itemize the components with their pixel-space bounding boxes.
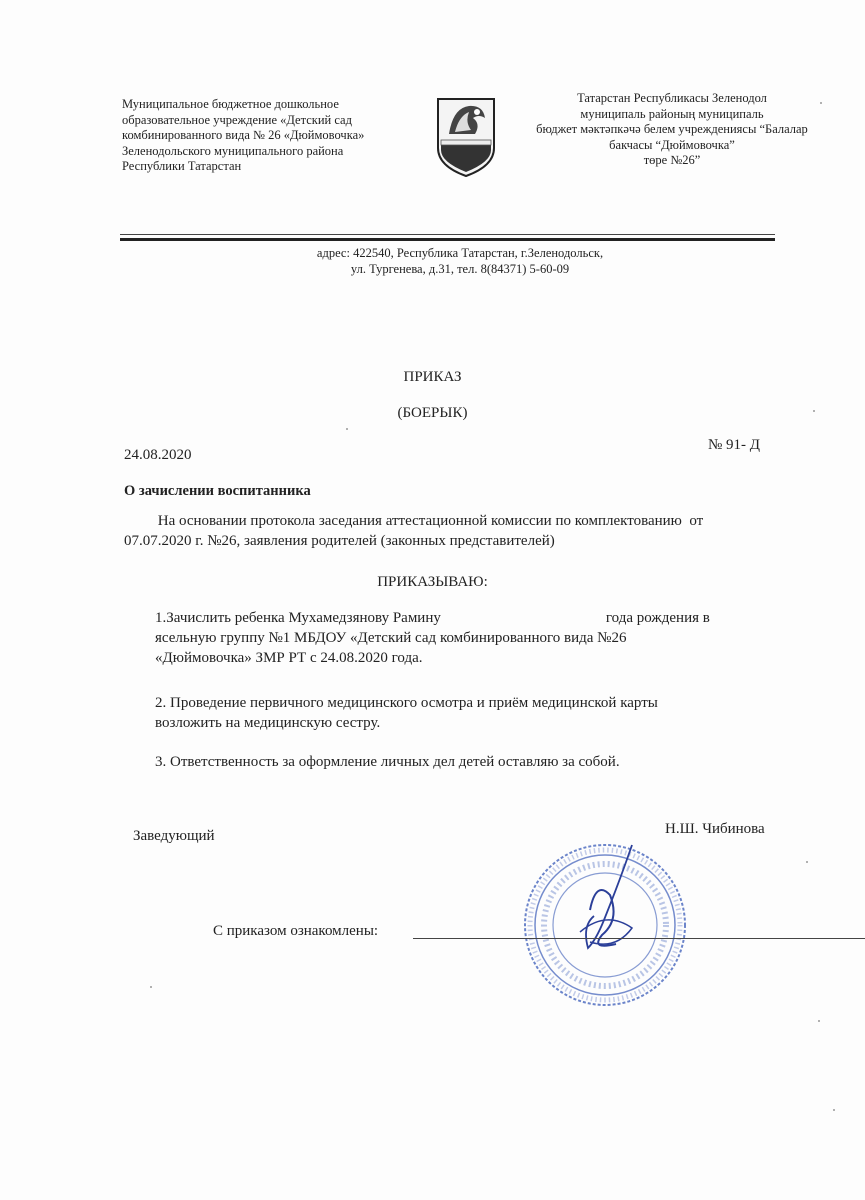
header-right-line: бюджет мәктәпкәчә белем учреждениясы “Балалар xyxy=(536,122,808,136)
header-divider-thick xyxy=(120,238,775,241)
signatory-name: Н.Ш. Чибинова xyxy=(665,821,765,837)
header-left-line: Зеленодольского муниципального района xyxy=(122,143,344,158)
signatory-title: Заведующий xyxy=(133,828,215,844)
header-right-line: Татарстан Республикасы Зеленодол xyxy=(577,91,767,105)
scan-speck xyxy=(150,986,152,988)
preamble xyxy=(124,511,784,551)
official-stamp-icon xyxy=(520,840,690,1010)
order-subject: О зачислении воспитанника xyxy=(124,483,311,499)
institution-name-russian xyxy=(122,97,432,175)
item-1-end: года рождения в xyxy=(605,610,710,626)
preamble-line: 07.07.2020 г. №26, заявления родителей (законных представителей) xyxy=(124,533,555,549)
acknowledgement-label: С приказом ознакомлены: xyxy=(213,923,379,939)
order-item-1-line xyxy=(155,608,795,628)
order-item-2 xyxy=(155,693,795,733)
scan-speck xyxy=(818,1020,820,1022)
scan-speck xyxy=(833,1109,835,1111)
header-right-line: муниципаль районың муниципаль xyxy=(580,106,764,121)
acknowledgement-signature-line xyxy=(413,938,865,939)
address-line: ул. Тургенева, д.31, тел. 8(84371) 5-60-09 xyxy=(350,262,570,276)
order-item-3 xyxy=(155,752,795,772)
header-left-line: Муниципальное бюджетное дошкольное xyxy=(122,97,339,111)
header-left-line: Республики Татарстан xyxy=(122,159,242,173)
order-keyword: ПРИКАЗЫВАЮ: xyxy=(377,574,488,590)
order-item-1-line: ясельную группу №1 МБДОУ «Детский сад комбинированного вида №26 xyxy=(155,630,627,646)
institution-address xyxy=(200,245,720,277)
order-item-2-line: возложить на медицинскую сестру. xyxy=(155,715,381,731)
header-right-line: бакчасы “Дюймовочка” xyxy=(609,137,735,152)
header-left-line: комбинированного вида № 26 «Дюймовочка» xyxy=(122,128,365,142)
order-date: 24.08.2020 xyxy=(124,447,192,463)
header-divider-thin xyxy=(120,234,775,235)
order-item-1 xyxy=(155,608,795,668)
scan-speck xyxy=(820,102,822,104)
address-line: адрес: 422540, Республика Татарстан, г.Зеленодольск, xyxy=(316,246,604,260)
coat-of-arms-icon xyxy=(435,96,497,178)
header-right-line: төре №26” xyxy=(643,153,701,167)
order-item-3-line: 3. Ответственность за оформление личных дел детей оставляю за собой. xyxy=(155,754,620,770)
order-item-2-line: 2. Проведение первичного медицинского осмотра и приём медицинской карты xyxy=(155,695,658,711)
order-item-1-line: «Дюймовочка» ЗМР РТ с 24.08.2020 года. xyxy=(155,650,423,666)
document-title-tatar: (БОЕРЫК) xyxy=(397,405,468,421)
preamble-line: На основании протокола заседания аттестационной комиссии по комплектованию от xyxy=(124,513,704,529)
scan-speck xyxy=(346,428,348,430)
scan-speck xyxy=(813,410,815,412)
header-left-line: образовательное учреждение «Детский сад xyxy=(122,112,352,127)
order-number: № 91- Д xyxy=(708,437,761,453)
scan-speck xyxy=(806,861,808,863)
institution-name-tatar xyxy=(512,91,832,169)
document-title: ПРИКАЗ xyxy=(403,369,462,385)
item-1-start: 1.Зачислить ребенка Мухамедзянову Рамину xyxy=(155,610,441,626)
